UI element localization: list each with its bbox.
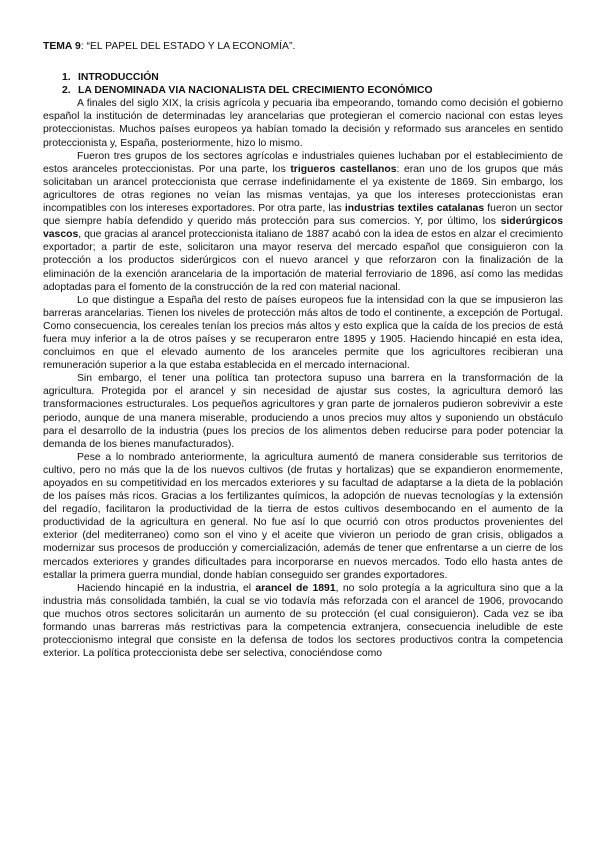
paragraph <box>43 97 563 149</box>
section-list <box>43 71 563 97</box>
section-title: INTRODUCCIÓN <box>78 72 159 84</box>
section-number: 2. <box>62 85 71 97</box>
paragraph-text: Haciendo hincapié en la industria, el <box>77 582 256 594</box>
paragraph <box>43 582 563 661</box>
bold-term: trigueros castellanos <box>290 163 397 175</box>
bold-term: industrias textiles catalanas <box>344 203 485 215</box>
section-heading <box>43 71 563 84</box>
body-text <box>43 97 563 660</box>
document-page <box>43 40 563 660</box>
paragraph-text: Pese a lo nombrado anteriormente, la agricultura aumentó de manera considerable sus territorios de cultivo, pero no más que la de los nuevos cultivos (de frutas y hortalizas) que se expandieron enormemente, apoyados en su competitividad en los mercados exteriores y su facultad de adaptarse a la dieta de la población de los países más ricos. Gracias a los fertilizantes químicos, la adopción de nuevas tecnologías y la extensión del regadío, facilitaron la productividad de la tierra de estos cultivos desembocando en el aumento de la productividad de la agricultura en general. No fue así lo que ocurrió con otros productos provenientes del exterior (del mediterraneo) como son el vino y el aceite que vivieron un periodo de gran crisis, obligados a modernizar sus procesos de producción y comercialización, además de tener que enfrentarse a un cierre de los mercados exteriores y grandes dificultades para incorporarse en nuevos mercados. Todo ello hasta antes de estallar la primera guerra mundial, donde habían conseguido ser grandes exportadores. <box>43 451 563 581</box>
paragraph <box>43 372 563 451</box>
title-label: TEMA 9 <box>43 41 81 52</box>
paragraph-text: : eran uno de los grupos que más solicitaban un arancel proteccionista que cerrase indefinidamente el ya existente de 1869. Sin embargo, los agricultores de otras regiones no veían las mismas ventajas, ya que los intereses proteccionistas eran incompatibles con los intereses exportadores. Por otra parte, las <box>43 163 563 215</box>
document-title <box>43 40 563 53</box>
paragraph-text: Sin embargo, el tener una política tan protectora supuso una barrera en la transformación de la agricultura. Protegida por el arancel y sin necesidad de ajustar sus costes, la agricultura demoró las transformaciones estructurales. Los pequeños agricultores y gran parte de jornaleros pudieron sobrevivir a este periodo, aunque de una manera miserable, produciendo a unos precios muy altos y suponiendo un obstáculo para el desarrollo de la industria (pues los precios de los alimentos deben reducirse para poder potenciar la demanda de los bienes manufacturados). <box>43 373 563 450</box>
paragraph-text: fueron un sector que siempre había defendido y querido más protección para sus comercios. Y, por último, los <box>43 203 563 228</box>
paragraph-text: Lo que distingue a España del resto de países europeos fue la intensidad con la que se impusieron las barreras arancelarias. Tienen los niveles de protección más altos de todo el continente, a excepción de Portugal. Como consecuencia, los cereales tenían los precios más altos y esto explica que la caída de los precios de está fuera muy inferior a la de otros países y se recuperaron entre 1895 y 1905. Haciendo hincapié en esta idea, concluimos en que el elevado aumento de los aranceles permite que los agricultores recibieran una remuneración superior a la que estaba establecida en el mercado internacional. <box>43 294 563 372</box>
section-heading <box>43 84 563 97</box>
section-title: LA DENOMINADA VIA NACIONALISTA DEL CRECIMIENTO ECONÓMICO <box>78 85 433 97</box>
bold-term: siderúrgicos vascos <box>43 216 563 241</box>
section-number: 1. <box>62 72 71 84</box>
paragraph <box>43 294 563 373</box>
paragraph-text: , que gracias al arancel proteccionista italiano de 1887 acabó con la idea de estos en alzar el crecimiento exportador; a partir de este, solicitaron una mayor reserva del mercado español que consiguieron con la protección a los productos siderúrgicos con el nuevo arancel y que reforzaron con la finalización de la eliminación de la exención arancelaria de la importación de material ferroviario de 1896, así como las medidas adoptadas para el fomento de la construcción de la red con material nacional. <box>43 229 563 293</box>
title-text: : “EL PAPEL DEL ESTADO Y LA ECONOMÍA”. <box>80 41 296 52</box>
bold-term: arancel de 1891 <box>255 582 336 594</box>
paragraph-text: , no solo protegía a la agricultura sino que a la industria más consolidada también, la cual se vio todavía más reforzada con el arancel de 1906, provocando que muchos otros sectores solicitarán un aumento de su protección (el cual consiguieron). Cada vez se iba formando unas barreras más restrictivas para la competencia extranjera, consecuencia ineludible de este proteccionismo integral que consiste en la defensa de todos los sectores productivos contra la competencia exterior. La política proteccionista debe ser selectiva, conociéndose como <box>43 582 563 660</box>
paragraph <box>43 150 563 294</box>
paragraph <box>43 451 563 582</box>
paragraph-text: Fueron tres grupos de los sectores agrícolas e industriales quienes luchaban por el establecimiento de estos aranceles proteccionistas. Por una parte, los <box>43 150 563 175</box>
paragraph-text: A finales del siglo XIX, la crisis agrícola y pecuaria iba empeorando, tomando como decisión el gobierno español la institución de determinadas ley arancelarias que protegieran el comercio nacional con estas leyes proteccionistas. Muchos países europeos ya habían tomado la decisión y reformado sus aranceles en sentido proteccionista y, España, posteriormente, hizo lo mismo. <box>43 98 563 149</box>
